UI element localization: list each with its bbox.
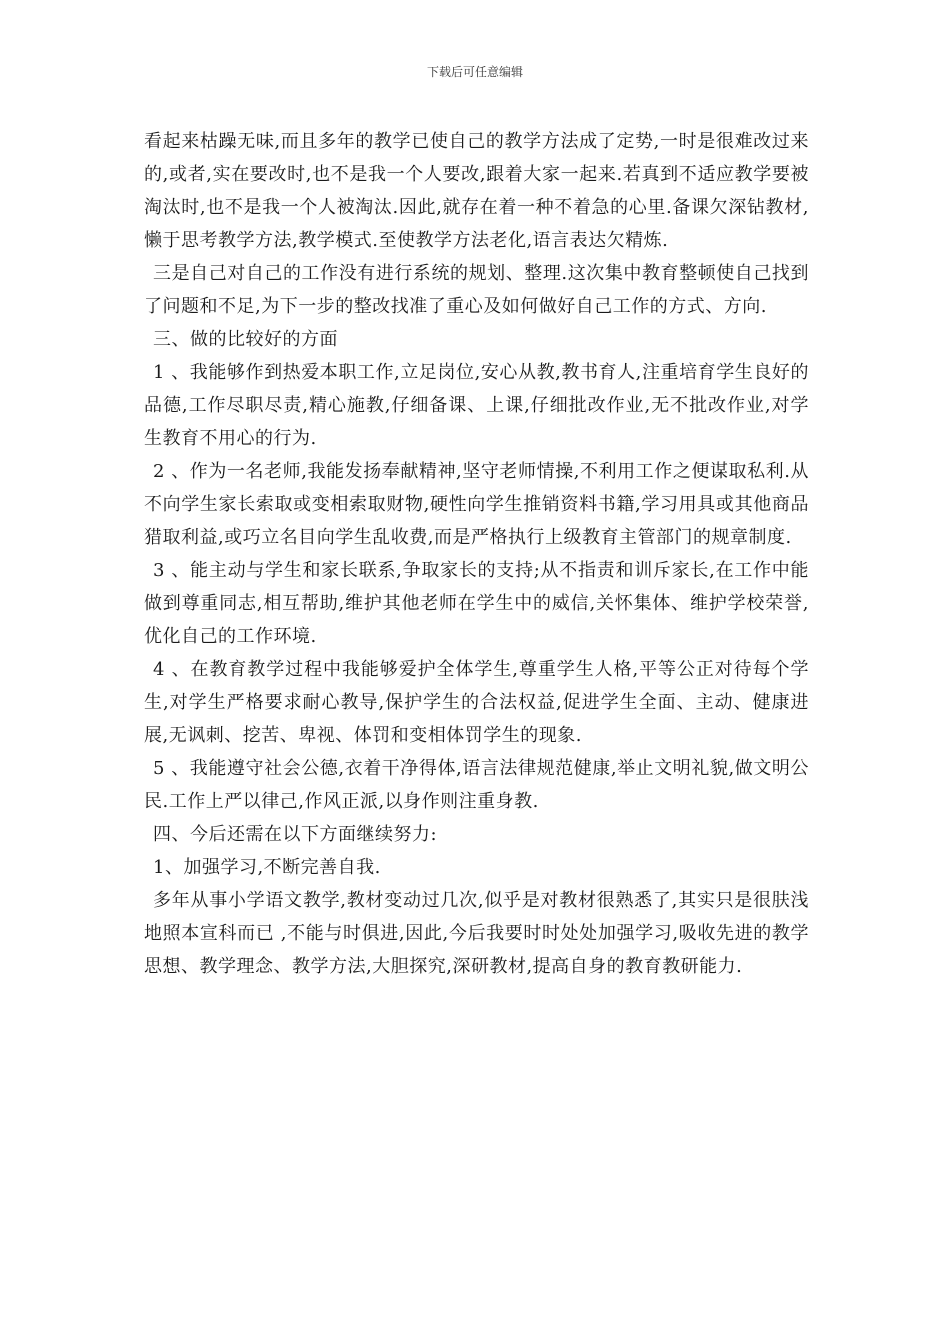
paragraph-strength-4: 4 、在教育教学过程中我能够爱护全体学生,尊重学生人格,平等公正对待每个学生,对学生严格要求耐心教导,保护学生的合法权益,促进学生全面、主动、健康进展,无讽刺、挖苦、卑视、体罚和变相体罚学生的现象. xyxy=(144,659,809,746)
subheading-strengthen-learning: 1、加强学习,不断完善自我. xyxy=(153,857,381,878)
paragraph-strength-3: 3 、能主动与学生和家长联系,争取家长的支持;从不指责和训斥家长,在工作中能做到尊重同志,相互帮助,维护其他老师在学生中的威信,关怀集体、维护学校荣誉,优化自己的工作环境. xyxy=(144,560,809,647)
section-heading-improvements: 四、今后还需在以下方面继续努力: xyxy=(153,824,438,845)
paragraph-self-planning: 三是自己对自己的工作没有进行系统的规划、整理.这次集中教育整顿使自己找到了问题和不足,为下一步的整改找准了重心及如何做好自己工作的方式、方向. xyxy=(144,263,809,317)
paragraph-continuation: 看起来枯躁无味,而且多年的教学已使自己的教学方法成了定势,一时是很难改过来的,或者,实在要改时,也不是我一个人要改,跟着大家一起来.若真到不适应教学要被淘汰时,也不是我一个人被淘汰.因此,就存在着一种不着急的心里.备课欠深钻教材,懒于思考教学方法,教学模式.至使教学方法老化,语言表达欠精炼. xyxy=(144,131,809,251)
page-header-note: 下载后可任意编辑 xyxy=(426,65,523,79)
paragraph-strength-1: 1 、我能够作到热爱本职工作,立足岗位,安心从教,教书育人,注重培育学生良好的品德,工作尽职尽责,精心施教,仔细备课、上课,仔细批改作业,无不批改作业,对学生教育不用心的行为. xyxy=(144,362,809,449)
paragraph-strength-2: 2 、作为一名老师,我能发扬奉献精神,坚守老师情操,不利用工作之便谋取私利.从不向学生家长索取或变相索取财物,硬性向学生推销资料书籍,学习用具或其他商品猎取利益,或巧立名目向学生乱收费,而是严格执行上级教育主管部门的规章制度. xyxy=(144,461,809,548)
paragraph-learning-plan: 多年从事小学语文教学,教材变动过几次,似乎是对教材很熟悉了,其实只是很肤浅地照本宣科而已 ,不能与时俱进,因此,今后我要时时处处加强学习,吸收先进的教学思想、教学理念、教学方法,大胆探究,深研教材,提高自身的教育教研能力. xyxy=(144,890,809,977)
section-heading-strengths: 三、做的比较好的方面 xyxy=(153,329,338,350)
document-body xyxy=(144,125,809,983)
paragraph-strength-5: 5 、我能遵守社会公德,衣着干净得体,语言法律规范健康,举止文明礼貌,做文明公民.工作上严以律己,作风正派,以身作则注重身教. xyxy=(144,758,809,812)
